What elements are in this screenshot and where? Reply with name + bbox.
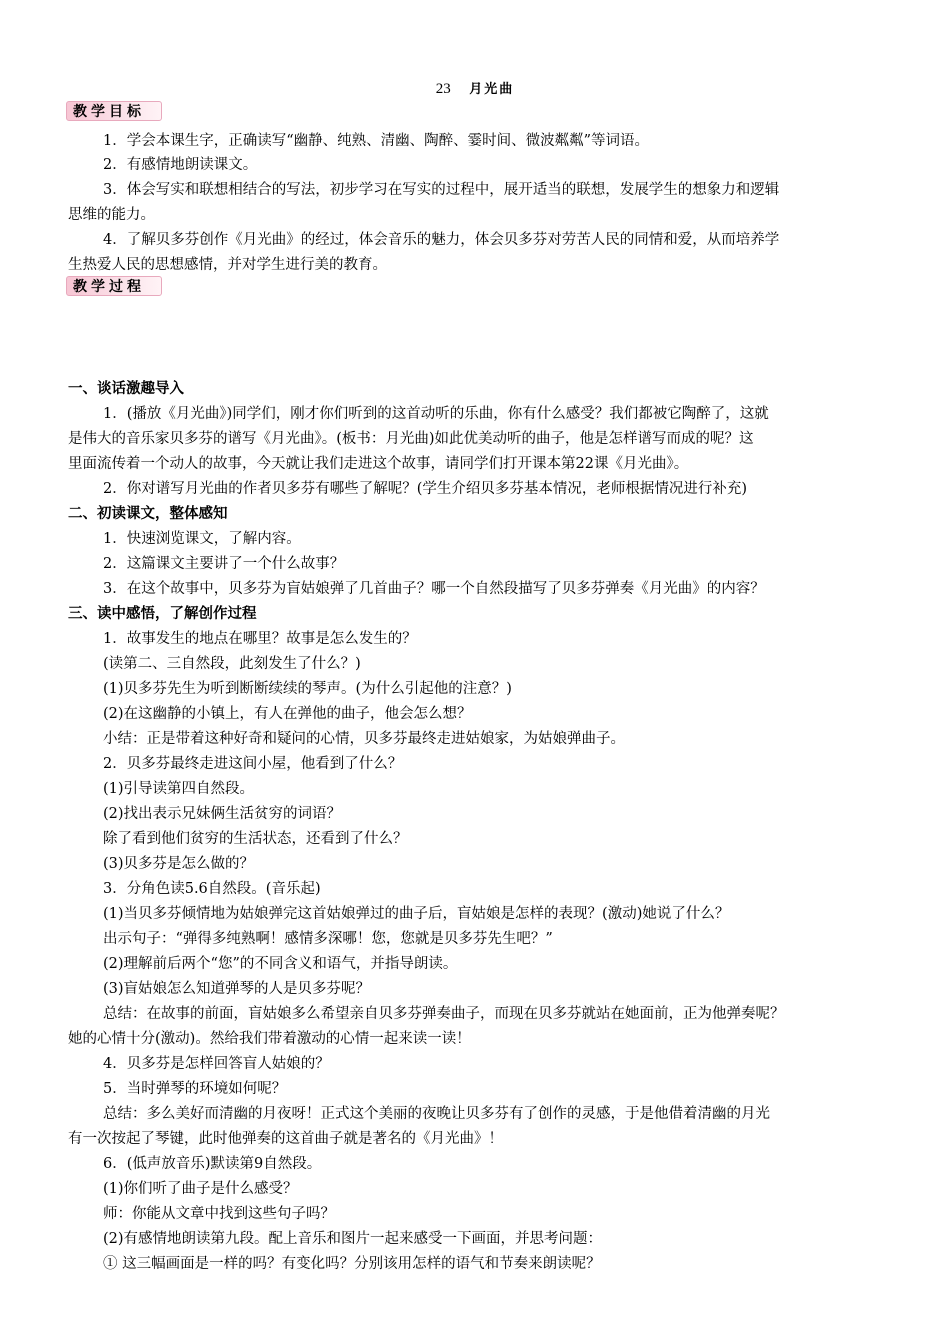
text-line: 是伟大的音乐家贝多芬的谱写《月光曲》。(板书：月光曲)如此优美动听的曲子，他是怎样谱写而成的呢？这 bbox=[68, 431, 754, 447]
teaching-goals-badge: 教学目标 bbox=[66, 101, 162, 121]
lesson-name: 月光曲 bbox=[469, 82, 515, 97]
text-line: 3．分角色读5.6自然段。(音乐起) bbox=[103, 881, 321, 897]
goal-line: 1．学会本课生字，正确读写“幽静、纯熟、清幽、陶醉、霎时间、微波粼粼”等词语。 bbox=[103, 133, 650, 149]
text-line: ① 这三幅画面是一样的吗？有变化吗？分别该用怎样的语气和节奏来朗读呢？ bbox=[103, 1256, 601, 1272]
section-heading: 三、读中感悟，了解创作过程 bbox=[68, 606, 257, 622]
text-line: (1)贝多芬先生为听到断断续续的琴声。(为什么引起他的注意？) bbox=[103, 681, 512, 697]
text-line: 有一次按起了琴键，此时他弹奏的这首曲子就是著名的《月光曲》！ bbox=[68, 1131, 503, 1147]
lesson-title bbox=[0, 78, 950, 98]
text-line: (2)理解前后两个“您”的不同含义和语气，并指导朗读。 bbox=[103, 956, 458, 972]
goal-line: 思维的能力。 bbox=[68, 207, 155, 223]
text-line: 1．快速浏览课文，了解内容。 bbox=[103, 531, 301, 547]
text-line: 总结：在故事的前面，盲姑娘多么希望亲自贝多芬弹奏曲子，而现在贝多芬就站在她面前，正为他弹奏呢？ bbox=[103, 1006, 785, 1022]
text-line: 3．在这个故事中，贝多芬为盲姑娘弹了几首曲子？哪一个自然段描写了贝多芬弹奏《月光曲》的内容？ bbox=[103, 581, 765, 597]
text-line: 2．这篇课文主要讲了一个什么故事？ bbox=[103, 556, 345, 572]
text-line: (3)贝多芬是怎么做的？ bbox=[103, 856, 255, 872]
goal-line: 2．有感情地朗读课文。 bbox=[103, 157, 258, 173]
text-line: (读第二、三自然段，此刻发生了什么？) bbox=[103, 656, 361, 672]
text-line: (1)当贝多芬倾情地为姑娘弹完这首姑娘弹过的曲子后，盲姑娘是怎样的表现？(激动)她说了什么？ bbox=[103, 906, 730, 922]
text-line: 6．(低声放音乐)默读第9自然段。 bbox=[103, 1156, 322, 1172]
text-line: (3)盲姑娘怎么知道弹琴的人是贝多芬呢？ bbox=[103, 981, 371, 997]
text-line: 1．故事发生的地点在哪里？故事是怎么发生的？ bbox=[103, 631, 417, 647]
goal-line: 生热爱人民的思想感情，并对学生进行美的教育。 bbox=[68, 257, 387, 273]
teaching-process-badge: 教学过程 bbox=[66, 276, 162, 296]
text-line: (2)找出表示兄妹俩生活贫穷的词语？ bbox=[103, 806, 342, 822]
section-heading: 一、谈话激趣导入 bbox=[68, 381, 184, 397]
text-line: 1．(播放《月光曲》)同学们，刚才你们听到的这首动听的乐曲，你有什么感受？我们都被它陶醉了，这就 bbox=[103, 406, 769, 422]
text-line: 5．当时弹琴的环境如何呢？ bbox=[103, 1081, 287, 1097]
text-line: (2)有感情地朗读第九段。配上音乐和图片一起来感受一下画面，并思考问题： bbox=[103, 1231, 603, 1247]
text-line: 2．贝多芬最终走进这间小屋，他看到了什么？ bbox=[103, 756, 403, 772]
text-line: 出示句子：“弹得多纯熟啊！感情多深哪！您，您就是贝多芬先生吧？” bbox=[103, 931, 553, 947]
text-line: 2．你对谱写月光曲的作者贝多芬有哪些了解呢？(学生介绍贝多芬基本情况，老师根据情况进行补充) bbox=[103, 481, 748, 497]
text-line: 她的心情十分(激动)。然给我们带着激动的心情一起来读一读！ bbox=[68, 1031, 471, 1047]
text-line: (2)在这幽静的小镇上，有人在弹他的曲子，他会怎么想？ bbox=[103, 706, 472, 722]
text-line: 总结：多么美好而清幽的月夜呀！正式这个美丽的夜晚让贝多芬有了创作的灵感，于是他借着清幽的月光 bbox=[103, 1106, 770, 1122]
goal-line: 3．体会写实和联想相结合的写法，初步学习在写实的过程中，展开适当的联想，发展学生的想象力和逻辑 bbox=[103, 182, 780, 198]
lesson-number: 23 bbox=[435, 81, 451, 97]
section-heading: 二、初读课文，整体感知 bbox=[68, 506, 228, 522]
text-line: 除了看到他们贫穷的生活状态，还看到了什么？ bbox=[103, 831, 408, 847]
goal-line: 4．了解贝多芬创作《月光曲》的经过，体会音乐的魅力，体会贝多芬对劳苦人民的同情和爱，从而培养学 bbox=[103, 232, 780, 248]
text-line: (1)引导读第四自然段。 bbox=[103, 781, 255, 797]
text-line: 师：你能从文章中找到这些句子吗？ bbox=[103, 1206, 335, 1222]
text-line: 4．贝多芬是怎样回答盲人姑娘的？ bbox=[103, 1056, 330, 1072]
text-line: (1)你们听了曲子是什么感受？ bbox=[103, 1181, 298, 1197]
text-line: 里面流传着一个动人的故事，今天就让我们走进这个故事，请同学们打开课本第22课《月光曲》。 bbox=[68, 456, 689, 472]
text-line: 小结：正是带着这种好奇和疑问的心情，贝多芬最终走进姑娘家，为姑娘弹曲子。 bbox=[103, 731, 625, 747]
